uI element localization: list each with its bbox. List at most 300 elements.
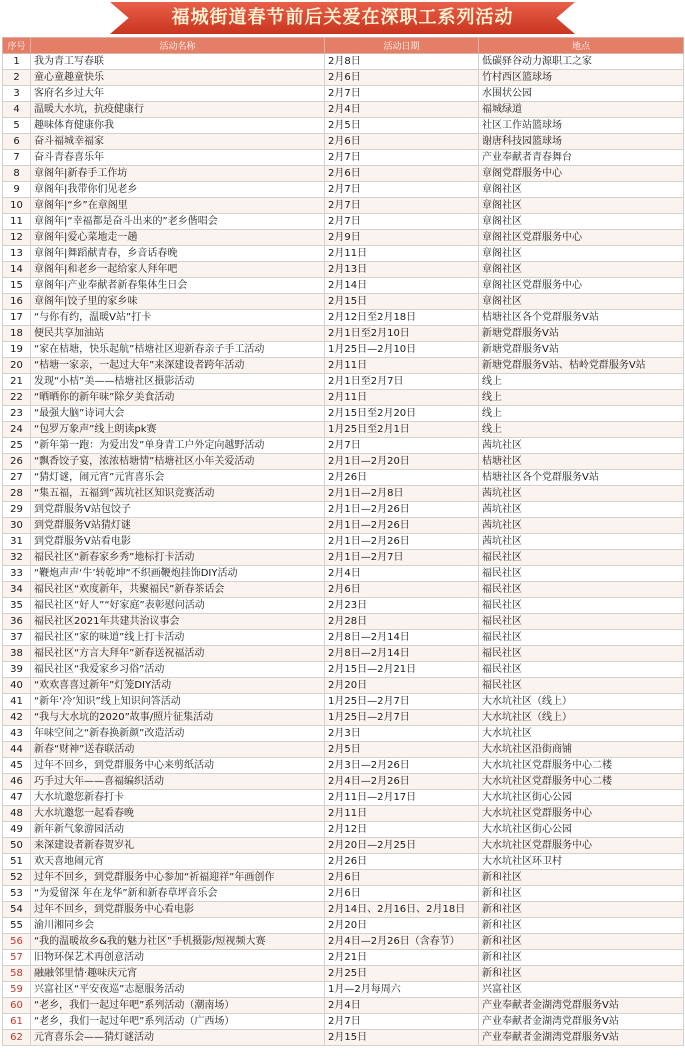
activity-date: 2月6日 <box>325 166 479 182</box>
table-row <box>3 534 684 550</box>
row-number: 24 <box>3 422 31 438</box>
row-number: 42 <box>3 710 31 726</box>
table-row <box>3 518 684 534</box>
row-number: 53 <box>3 886 31 902</box>
table-row <box>3 950 684 966</box>
activity-name: 来深建设者新春贺岁礼 <box>31 838 325 854</box>
activity-name: “与你有约，温暖V站”打卡 <box>31 310 325 326</box>
activity-name: 大水坑邀您新春打卡 <box>31 790 325 806</box>
activity-name: 客府名乡过大年 <box>31 86 325 102</box>
activity-location: 福民社区 <box>479 662 684 678</box>
activity-name: “晒晒你的新年味”除夕美食活动 <box>31 390 325 406</box>
row-number: 50 <box>3 838 31 854</box>
activity-location: 福城绿道 <box>479 102 684 118</box>
table-row <box>3 854 684 870</box>
activity-location: 福民社区 <box>479 630 684 646</box>
table-row <box>3 966 684 982</box>
activity-date: 2月7日 <box>325 198 479 214</box>
activity-location: 线上 <box>479 374 684 390</box>
activity-location: 桔塘社区各个党群服务V站 <box>479 470 684 486</box>
table-row <box>3 262 684 278</box>
activity-location: 水围状公园 <box>479 86 684 102</box>
row-number: 15 <box>3 278 31 294</box>
row-number: 60 <box>3 998 31 1014</box>
activity-name: “家在桔塘，快乐起航”桔塘社区迎新春亲子手工活动 <box>31 342 325 358</box>
table-row <box>3 374 684 390</box>
activity-location: 新和社区 <box>479 886 684 902</box>
row-number: 26 <box>3 454 31 470</box>
activity-date: 2月1日—2月26日 <box>325 534 479 550</box>
row-number: 18 <box>3 326 31 342</box>
page-title: 福城街道春节前后关爱在深职工系列活动 <box>171 7 514 28</box>
activity-date: 2月7日 <box>325 86 479 102</box>
activity-location: 新和社区 <box>479 870 684 886</box>
activity-location: 福民社区 <box>479 582 684 598</box>
activity-date: 2月5日 <box>325 742 479 758</box>
activity-date: 2月6日 <box>325 870 479 886</box>
activity-location: 新塘党群服务V站、桔岭党群服务V站 <box>479 358 684 374</box>
activity-location: 福民社区 <box>479 598 684 614</box>
table-row <box>3 918 684 934</box>
row-number: 48 <box>3 806 31 822</box>
activity-location: 大水坑社区党群服务中心二楼 <box>479 758 684 774</box>
activity-date: 2月4日 <box>325 998 479 1014</box>
activity-date: 2月11日 <box>325 358 479 374</box>
table-row <box>3 214 684 230</box>
activity-location: 福民社区 <box>479 550 684 566</box>
table-row <box>3 326 684 342</box>
activity-location: 章阁社区 <box>479 246 684 262</box>
table-row <box>3 934 684 950</box>
activity-name: 到党群服务V站看电影 <box>31 534 325 550</box>
activity-name: “鞭炮声声‘牛’转乾坤”不织画鞭炮挂饰DIY活动 <box>31 566 325 582</box>
table-row <box>3 118 684 134</box>
activity-location: 桔塘社区各个党群服务V站 <box>479 310 684 326</box>
row-number: 46 <box>3 774 31 790</box>
activity-date: 2月6日 <box>325 70 479 86</box>
activity-name: “我与大水坑的2020”故事/照片征集活动 <box>31 710 325 726</box>
activity-location: 福民社区 <box>479 614 684 630</box>
table-row <box>3 774 684 790</box>
table-row <box>3 790 684 806</box>
activity-location: 低碳驿谷动力源职工之家 <box>479 54 684 70</box>
row-number: 40 <box>3 678 31 694</box>
activity-location: 新塘党群服务V站 <box>479 326 684 342</box>
table-row <box>3 582 684 598</box>
activity-location: 大水坑社区街心公园 <box>479 790 684 806</box>
table-row <box>3 390 684 406</box>
activity-date: 2月7日 <box>325 182 479 198</box>
row-number: 52 <box>3 870 31 886</box>
activity-date: 2月4日—2月26日（含春节） <box>325 934 479 950</box>
activity-location: 福民社区 <box>479 566 684 582</box>
activity-location: 大水坑社区沿街商铺 <box>479 742 684 758</box>
row-number: 56 <box>3 934 31 950</box>
table-row <box>3 982 684 998</box>
activity-name: 章阁年|我带你们见老乡 <box>31 182 325 198</box>
table-row <box>3 630 684 646</box>
activity-date: 2月9日 <box>325 230 479 246</box>
activity-location: 章阁社区 <box>479 214 684 230</box>
activity-date: 2月23日 <box>325 598 479 614</box>
activity-location: 茜坑社区 <box>479 438 684 454</box>
row-number: 37 <box>3 630 31 646</box>
row-number: 57 <box>3 950 31 966</box>
activity-date: 2月8日 <box>325 54 479 70</box>
row-number: 33 <box>3 566 31 582</box>
activity-location: 线上 <box>479 390 684 406</box>
activity-location: 兴富社区 <box>479 982 684 998</box>
activity-name: 发现“小桔”美——桔塘社区摄影活动 <box>31 374 325 390</box>
activity-location: 新和社区 <box>479 918 684 934</box>
activity-name: “欢欢喜喜过新年”灯笼DIY活动 <box>31 678 325 694</box>
row-number: 12 <box>3 230 31 246</box>
activity-date: 2月11日—2月17日 <box>325 790 479 806</box>
activity-location: 新塘党群服务V站 <box>479 342 684 358</box>
table-row <box>3 422 684 438</box>
activity-name: 过年不回乡，到党群服务中心参加“祈福迎祥”年画创作 <box>31 870 325 886</box>
row-number: 19 <box>3 342 31 358</box>
activity-date: 2月1日至2月10日 <box>325 326 479 342</box>
activity-location: 章阁社区 <box>479 262 684 278</box>
activity-location: 新和社区 <box>479 934 684 950</box>
row-number: 20 <box>3 358 31 374</box>
activity-location: 社区工作站篮球场 <box>479 118 684 134</box>
activity-location: 章阁社区 <box>479 198 684 214</box>
activity-name: 福民社区“欢度新年，共聚福民”新春茶话会 <box>31 582 325 598</box>
table-row <box>3 598 684 614</box>
table-row <box>3 310 684 326</box>
activity-name: 奋斗福城幸福家 <box>31 134 325 150</box>
activity-name: 章阁年|舞蹈献青春，乡音话春晚 <box>31 246 325 262</box>
row-number: 16 <box>3 294 31 310</box>
header-activity-date: 活动日期 <box>325 38 479 54</box>
table-row <box>3 694 684 710</box>
activity-name: 福民社区“方言大拜年”新春送祝福活动 <box>31 646 325 662</box>
activity-location: 章阁党群服务中心 <box>479 166 684 182</box>
row-number: 14 <box>3 262 31 278</box>
activity-date: 2月21日 <box>325 950 479 966</box>
row-number: 5 <box>3 118 31 134</box>
activity-date: 2月20日 <box>325 678 479 694</box>
row-number: 1 <box>3 54 31 70</box>
activity-date: 2月7日 <box>325 438 479 454</box>
row-number: 23 <box>3 406 31 422</box>
row-number: 49 <box>3 822 31 838</box>
activity-date: 2月3日—2月26日 <box>325 758 479 774</box>
activity-name: “新年‘冷’知识”线上知识问答活动 <box>31 694 325 710</box>
row-number: 29 <box>3 502 31 518</box>
table-row <box>3 438 684 454</box>
row-number: 4 <box>3 102 31 118</box>
activity-name: 欢天喜地闹元宵 <box>31 854 325 870</box>
activity-name: “我的温暖故乡&我的魅力社区”手机摄影/短视频大赛 <box>31 934 325 950</box>
events-table <box>2 37 684 1046</box>
activity-date: 2月14日 <box>325 278 479 294</box>
activity-location: 茜坑社区 <box>479 518 684 534</box>
table-row <box>3 470 684 486</box>
table-row <box>3 102 684 118</box>
activity-name: 到党群服务V站包饺子 <box>31 502 325 518</box>
header-location: 地点 <box>479 38 684 54</box>
activity-date: 2月12日至2月18日 <box>325 310 479 326</box>
activity-name: 新年新气象游园活动 <box>31 822 325 838</box>
activity-name: 融融邻里情·趣味庆元宵 <box>31 966 325 982</box>
activity-location: 章阁社区 <box>479 182 684 198</box>
row-number: 47 <box>3 790 31 806</box>
table-row <box>3 86 684 102</box>
activity-name: 福民社区“家的味道”线上打卡活动 <box>31 630 325 646</box>
row-number: 7 <box>3 150 31 166</box>
activity-name: 章阁年|产业奉献者新春集体生日会 <box>31 278 325 294</box>
activity-date: 2月4日 <box>325 102 479 118</box>
table-row <box>3 182 684 198</box>
activity-name: 大水坑邀您一起看春晚 <box>31 806 325 822</box>
table-row <box>3 1030 684 1046</box>
activity-location: 章阁社区党群服务中心 <box>479 230 684 246</box>
table-row <box>3 758 684 774</box>
table-row <box>3 662 684 678</box>
table-row <box>3 342 684 358</box>
activity-name: “最强大脑”诗词大会 <box>31 406 325 422</box>
table-row <box>3 550 684 566</box>
activity-name: 渝川湘同乡会 <box>31 918 325 934</box>
table-row <box>3 246 684 262</box>
activity-name: 福民社区2021年共建共治议事会 <box>31 614 325 630</box>
activity-name: 元宵喜乐会——猜灯谜活动 <box>31 1030 325 1046</box>
activity-name: 过年不回乡，到党群服务中心来剪纸活动 <box>31 758 325 774</box>
activity-date: 1月25日—2月7日 <box>325 710 479 726</box>
row-number: 3 <box>3 86 31 102</box>
activity-name: 章阁年|“乡”在章阁里 <box>31 198 325 214</box>
header-activity-name: 活动名称 <box>31 38 325 54</box>
table-row <box>3 998 684 1014</box>
table-row <box>3 406 684 422</box>
row-number: 27 <box>3 470 31 486</box>
row-number: 38 <box>3 646 31 662</box>
activity-location: 大水坑社区（线上） <box>479 710 684 726</box>
table-row <box>3 150 684 166</box>
activity-date: 2月1日—2月8日 <box>325 486 479 502</box>
row-number: 21 <box>3 374 31 390</box>
table-row <box>3 742 684 758</box>
row-number: 31 <box>3 534 31 550</box>
row-number: 6 <box>3 134 31 150</box>
activity-date: 1月25日至2月1日 <box>325 422 479 438</box>
activity-date: 2月6日 <box>325 582 479 598</box>
activity-location: 竹村西区篮球场 <box>479 70 684 86</box>
table-row <box>3 838 684 854</box>
activity-name: “老乡，我们一起过年吧”系列活动（潮南场） <box>31 998 325 1014</box>
header-number: 序号 <box>3 38 31 54</box>
activity-date: 2月11日 <box>325 246 479 262</box>
activity-date: 2月26日 <box>325 470 479 486</box>
activity-location: 桔塘社区 <box>479 454 684 470</box>
activity-name: 温暖大水坑，抗疫健康行 <box>31 102 325 118</box>
activity-name: 福民社区“我爱家乡习俗”活动 <box>31 662 325 678</box>
activity-name: 巧手过大年——喜福编织活动 <box>31 774 325 790</box>
row-number: 54 <box>3 902 31 918</box>
row-number: 30 <box>3 518 31 534</box>
table-row <box>3 54 684 70</box>
row-number: 10 <box>3 198 31 214</box>
table-row <box>3 278 684 294</box>
activity-date: 2月28日 <box>325 614 479 630</box>
activity-date: 2月1日—2月26日 <box>325 518 479 534</box>
activity-name: 童心童趣童快乐 <box>31 70 325 86</box>
table-row <box>3 502 684 518</box>
activity-date: 2月8日—2月14日 <box>325 630 479 646</box>
row-number: 11 <box>3 214 31 230</box>
activity-name: 福民社区“好人”“好家庭”表彰慰问活动 <box>31 598 325 614</box>
activity-location: 线上 <box>479 422 684 438</box>
activity-location: 新和社区 <box>479 950 684 966</box>
activity-location: 大水坑社区党群服务中心 <box>479 806 684 822</box>
activity-date: 2月4日—2月26日 <box>325 774 479 790</box>
activity-date: 2月1日至2月7日 <box>325 374 479 390</box>
activity-name: 章阁年|和老乡一起给家人拜年吧 <box>31 262 325 278</box>
row-number: 45 <box>3 758 31 774</box>
table-row <box>3 454 684 470</box>
activity-name: 新春“财神”送春联活动 <box>31 742 325 758</box>
row-number: 28 <box>3 486 31 502</box>
activity-date: 2月15日 <box>325 294 479 310</box>
row-number: 51 <box>3 854 31 870</box>
activity-date: 2月1日—2月7日 <box>325 550 479 566</box>
activity-date: 2月20日—2月25日 <box>325 838 479 854</box>
activity-date: 2月8日—2月14日 <box>325 646 479 662</box>
activity-name: 章阁年|“幸福都是奋斗出来的”老乡偕唱会 <box>31 214 325 230</box>
row-number: 22 <box>3 390 31 406</box>
activity-location: 产业奉献者金湖湾党群服务V站 <box>479 998 684 1014</box>
row-number: 9 <box>3 182 31 198</box>
activity-location: 福民社区 <box>479 678 684 694</box>
activity-date: 2月25日 <box>325 966 479 982</box>
table-row <box>3 886 684 902</box>
activity-date: 2月13日 <box>325 262 479 278</box>
activity-location: 产业奉献者金湖湾党群服务V站 <box>479 1014 684 1030</box>
row-number: 2 <box>3 70 31 86</box>
activity-date: 2月26日 <box>325 854 479 870</box>
activity-date: 2月4日 <box>325 566 479 582</box>
row-number: 34 <box>3 582 31 598</box>
activity-location: 大水坑社区党群服务中心二楼 <box>479 774 684 790</box>
row-number: 35 <box>3 598 31 614</box>
table-row <box>3 1014 684 1030</box>
row-number: 17 <box>3 310 31 326</box>
activity-date: 2月14日、2月16日、2月18日 <box>325 902 479 918</box>
table-row <box>3 198 684 214</box>
activity-location: 大水坑社区环卫村 <box>479 854 684 870</box>
activity-location: 产业奉献者青春舞台 <box>479 150 684 166</box>
table-row <box>3 166 684 182</box>
activity-date: 2月1日—2月20日 <box>325 454 479 470</box>
activity-date: 2月5日 <box>325 118 479 134</box>
table-row <box>3 614 684 630</box>
activity-name: “桔塘一家亲，一起过大年”来深建设者跨年活动 <box>31 358 325 374</box>
activity-date: 2月15日至2月20日 <box>325 406 479 422</box>
row-number: 32 <box>3 550 31 566</box>
row-number: 61 <box>3 1014 31 1030</box>
activity-name: 奋斗青春喜乐年 <box>31 150 325 166</box>
activity-location: 茜坑社区 <box>479 534 684 550</box>
activity-name: 章阁年|新春手工作坊 <box>31 166 325 182</box>
row-number: 13 <box>3 246 31 262</box>
activity-name: “为爱留深 年在龙华”新和新春草坪音乐会 <box>31 886 325 902</box>
activity-name: 到党群服务V站猜灯谜 <box>31 518 325 534</box>
activity-location: 谢唐科技园篮球场 <box>479 134 684 150</box>
row-number: 55 <box>3 918 31 934</box>
table-row <box>3 902 684 918</box>
table-row <box>3 822 684 838</box>
row-number: 36 <box>3 614 31 630</box>
activity-name: 章阁年|爱心菜地走一趟 <box>31 230 325 246</box>
activity-date: 2月12日 <box>325 822 479 838</box>
table-row <box>3 134 684 150</box>
activity-location: 章阁社区 <box>479 294 684 310</box>
row-number: 8 <box>3 166 31 182</box>
row-number: 39 <box>3 662 31 678</box>
activity-name: 年味空间之“新春换新颜”改造活动 <box>31 726 325 742</box>
activity-date: 2月11日 <box>325 390 479 406</box>
title-banner <box>0 0 685 36</box>
row-number: 25 <box>3 438 31 454</box>
table-row <box>3 806 684 822</box>
activity-date: 2月11日 <box>325 806 479 822</box>
activity-name: 过年不回乡，到党群服务中心看电影 <box>31 902 325 918</box>
table-row <box>3 358 684 374</box>
activity-name: “包罗万象声”线上朗读pk赛 <box>31 422 325 438</box>
activity-date: 2月6日 <box>325 886 479 902</box>
activity-date: 2月15日—2月21日 <box>325 662 479 678</box>
activity-name: 便民共享加油站 <box>31 326 325 342</box>
activity-date: 1月25日—2月7日 <box>325 694 479 710</box>
activity-date: 2月6日 <box>325 134 479 150</box>
activity-location: 福民社区 <box>479 646 684 662</box>
activity-date: 2月1日—2月26日 <box>325 502 479 518</box>
activity-date: 2月7日 <box>325 1014 479 1030</box>
activity-name: “猜灯谜，闹元宵”元宵喜乐会 <box>31 470 325 486</box>
activity-name: “集五福，五福到”茜坑社区知识竞赛活动 <box>31 486 325 502</box>
table-row <box>3 646 684 662</box>
table-row <box>3 566 684 582</box>
activity-name: 兴富社区“平安夜巡”志愿服务活动 <box>31 982 325 998</box>
activity-name: 我为青工写春联 <box>31 54 325 70</box>
activity-name: 福民社区“新春家乡秀”地标打卡活动 <box>31 550 325 566</box>
activity-date: 2月7日 <box>325 150 479 166</box>
table-row <box>3 678 684 694</box>
activity-date: 2月20日 <box>325 918 479 934</box>
activity-name: 章阁年|饺子里的家乡味 <box>31 294 325 310</box>
activity-date: 1月—2月每周六 <box>325 982 479 998</box>
activity-location: 茜坑社区 <box>479 502 684 518</box>
row-number: 58 <box>3 966 31 982</box>
activity-date: 2月7日 <box>325 214 479 230</box>
activity-location: 产业奉献者金湖湾党群服务V站 <box>479 1030 684 1046</box>
table-row <box>3 230 684 246</box>
activity-location: 线上 <box>479 406 684 422</box>
activity-location: 新和社区 <box>479 966 684 982</box>
row-number: 62 <box>3 1030 31 1046</box>
activity-date: 2月15日 <box>325 1030 479 1046</box>
row-number: 41 <box>3 694 31 710</box>
activity-location: 章阁社区党群服务中心 <box>479 278 684 294</box>
activity-location: 大水坑社区街心公园 <box>479 822 684 838</box>
table-header-row <box>3 38 684 54</box>
activity-date: 1月25日—2月10日 <box>325 342 479 358</box>
table-row <box>3 726 684 742</box>
row-number: 43 <box>3 726 31 742</box>
